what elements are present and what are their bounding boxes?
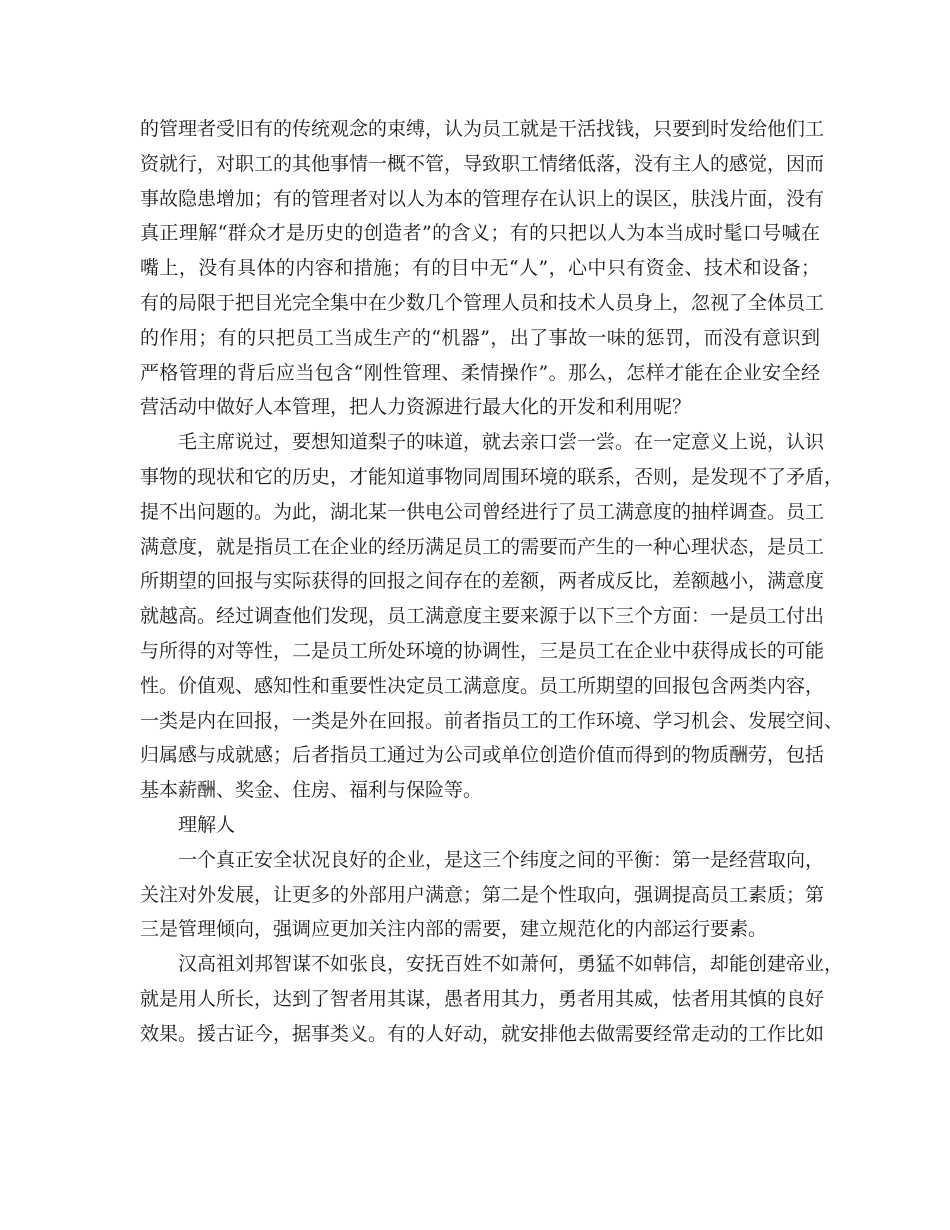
- paragraph: [140, 947, 844, 1051]
- text-line: 事物的现状和它的历史，才能知道事物同周围环境的联系，否则，是发现不了矛盾，: [140, 465, 844, 488]
- text-line: 资就行，对职工的其他事情一概不管，导致职工情绪低落，没有主人的感觉，因而: [140, 152, 825, 175]
- text-line: 效果。援古证今，据事类义。有的人好动，就安排他去做需要经常走动的工作比如: [140, 1022, 825, 1045]
- text-line: 归属感与成就感；后者指员工通过为公司或单位创造价值而得到的物质酬劳，包括: [140, 744, 825, 767]
- paragraph: [140, 843, 825, 947]
- text-line: 就是用人所长，达到了智者用其谋，愚者用其力，勇者用其威，怯者用其慎的良好: [140, 987, 825, 1010]
- text-line: 一类是内在回报，一类是外在回报。前者指员工的工作环境、学习机会、发展空间、: [140, 709, 844, 732]
- text-line: 与所得的对等性，二是员工所处环境的协调性，三是员工在企业中获得成长的可能: [140, 639, 825, 662]
- text-line: 严格管理的背后应当包含“刚性管理、柔情操作”。那么，怎样才能在企业安全经: [140, 361, 820, 384]
- paragraph: [140, 425, 844, 808]
- text-line: 就越高。经过调查他们发现，员工满意度主要来源于以下三个方面：一是员工付出: [140, 605, 825, 628]
- text-line: 基本薪酬、奖金、住房、福利与保险等。: [140, 779, 483, 802]
- text-line: 嘴上，没有具体的内容和措施；有的目中无“人”，心中只有资金、技术和设备；: [140, 257, 820, 280]
- text-line: 理解人: [178, 813, 236, 836]
- paragraph: [140, 112, 825, 425]
- text-line: 关注对外发展，让更多的外部用户满意；第二是个性取向，强调提高员工素质；第: [140, 883, 825, 906]
- paragraph: [140, 808, 820, 843]
- text-line: 的管理者受旧有的传统观念的束缚，认为员工就是干活找钱，只要到时发给他们工: [140, 118, 825, 140]
- text-line: 有的局限于把目光完全集中在少数几个管理人员和技术人员身上，忽视了全体员工: [140, 291, 825, 314]
- text-line: 汉高祖刘邦智谋不如张良，安抚百姓不如萧何，勇猛不如韩信，却能创建帝业，: [178, 953, 844, 976]
- text-line: 提不出问题的。为此，湖北某一供电公司曾经进行了员工满意度的抽样调查。员工: [140, 500, 825, 523]
- text-line: 真正理解“群众才是历史的创造者”的含义；有的只把以人为本当成时髦口号喊在: [140, 222, 820, 245]
- text-line: 一个真正安全状况良好的企业，是这三个纬度之间的平衡：第一是经营取向，: [178, 848, 825, 871]
- text-line: 毛主席说过，要想知道梨子的味道，就去亲口尝一尝。在一定意义上说，认识: [178, 431, 825, 454]
- text-line: 所期望的回报与实际获得的回报之间存在的差额，两者成反比，差额越小，满意度: [140, 570, 825, 593]
- text-line: 三是管理倾向，强调应更加关注内部的需要，建立规范化的内部运行要素。: [140, 918, 768, 941]
- text-line: 性。价值观、感知性和重要性决定员工满意度。员工所期望的回报包含两类内容，: [140, 674, 825, 697]
- text-line: 营活动中做好人本管理，把人力资源进行最大化的开发和利用呢？: [140, 396, 692, 419]
- text-line: 满意度，就是指员工在企业的经历满足员工的需要而产生的一种心理状态，是员工: [140, 535, 825, 558]
- document-body: [140, 112, 844, 1052]
- text-line: 事故隐患增加；有的管理者对以人为本的管理存在认识上的误区，肤浅片面，没有: [140, 187, 825, 210]
- text-line: 的作用；有的只把员工当成生产的“机器”，出了事故一味的惩罚，而没有意识到: [140, 326, 820, 349]
